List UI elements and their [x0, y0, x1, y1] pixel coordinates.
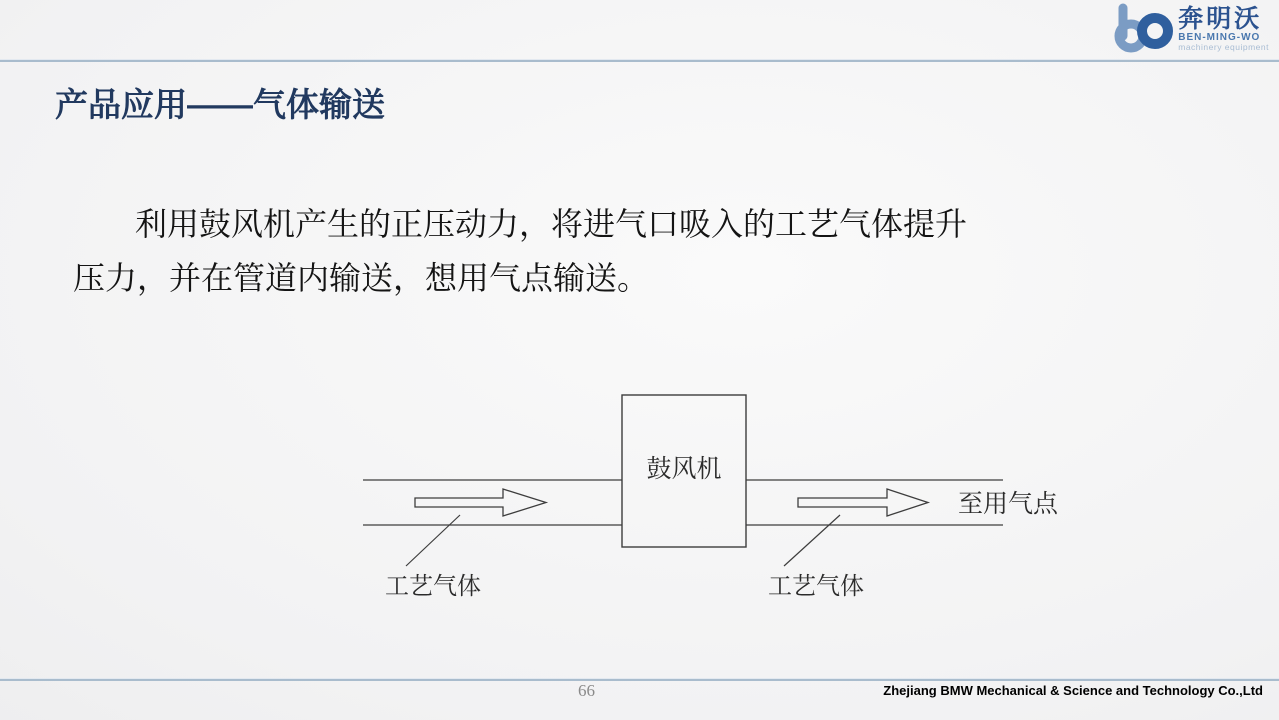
body-line-2: 压力，并在管道内输送，想用气点输送。 — [73, 260, 650, 296]
leader-line-left — [406, 515, 460, 566]
logo-bo-mark-icon — [1114, 3, 1174, 55]
blower-pipeline-diagram — [350, 380, 1070, 610]
logo-text-block — [1178, 6, 1269, 53]
body-line-1: 利用鼓风机产生的正压动力，将进气口吸入的工艺气体提升 — [135, 206, 968, 242]
page-title: 产品应用——气体输送 — [55, 86, 385, 123]
flow-arrow-right-icon — [798, 489, 928, 516]
company-logo — [1114, 3, 1269, 55]
leader-line-right — [784, 515, 840, 566]
flow-arrow-left-icon — [415, 489, 546, 516]
outlet-label: 至用气点 — [958, 490, 1059, 518]
footer-company-name: Zhejiang BMW Mechanical & Science and Technology Co.,Ltd — [883, 683, 1263, 698]
header-divider-line — [0, 60, 1279, 62]
blower-label: 鼓风机 — [646, 455, 722, 483]
body-paragraph — [73, 197, 1003, 305]
footer-divider-line — [0, 679, 1279, 681]
gas-label-left: 工艺气体 — [385, 573, 481, 600]
logo-brand-chinese: 奔明沃 — [1178, 4, 1263, 33]
logo-brand-english: BEN-MING-WO — [1178, 31, 1261, 43]
page-number: 66 — [578, 681, 595, 700]
logo-tagline: machinery equipment — [1178, 42, 1269, 53]
gas-label-right: 工艺气体 — [768, 573, 864, 600]
